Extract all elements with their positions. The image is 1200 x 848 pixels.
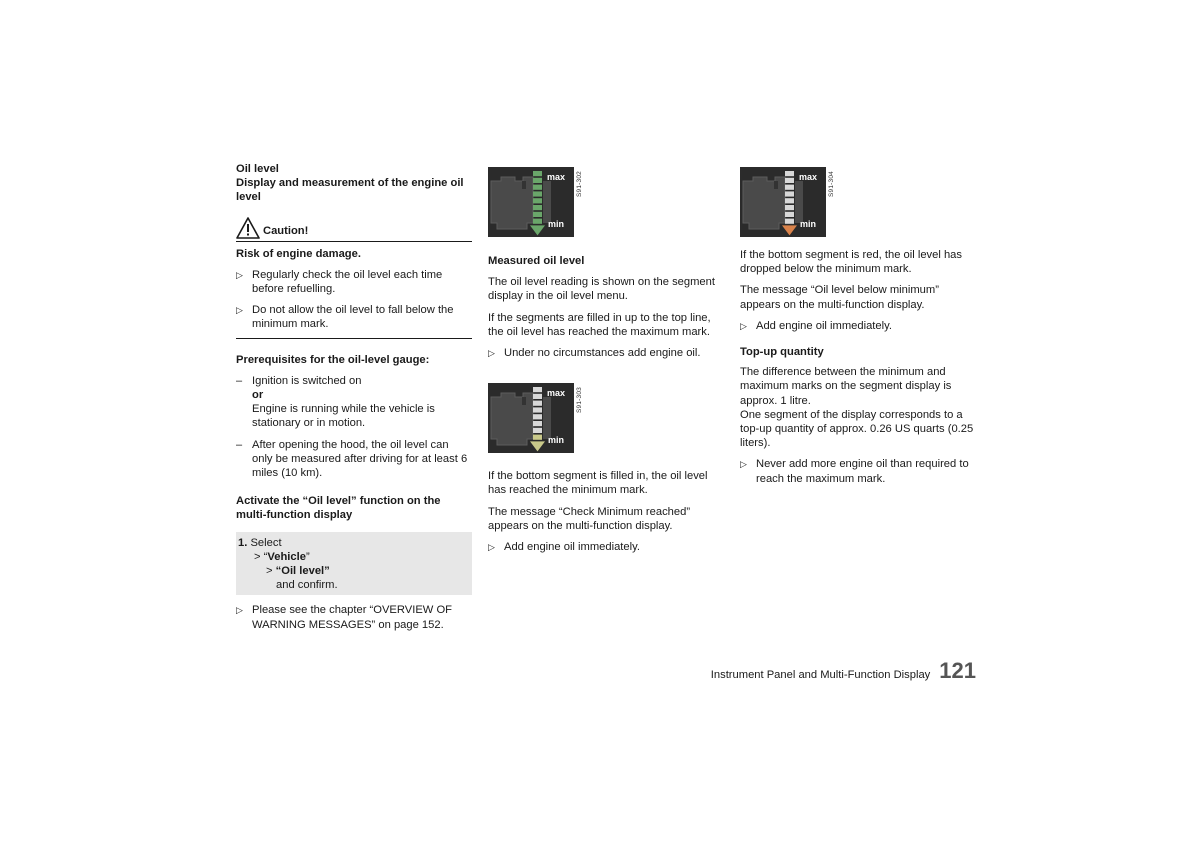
engine-detail bbox=[774, 181, 778, 189]
list-item: ▷ Never add more engine oil than required to reach the maximum mark. bbox=[740, 458, 969, 485]
gauge-segment bbox=[785, 178, 794, 183]
paragraph: The message “Check Minimum reached” appears on the multi-function display. bbox=[488, 505, 691, 532]
warning-triangle-icon bbox=[236, 217, 260, 239]
list-item: – Ignition is switched on or Engine is running while the vehicle is stationary or in motion. bbox=[236, 374, 435, 430]
list-item: ▷ Add engine oil immediately. bbox=[488, 541, 640, 554]
gauge-segment bbox=[785, 191, 794, 196]
gauge-segment bbox=[533, 435, 542, 440]
engine-silhouette bbox=[491, 177, 533, 229]
gauge-segment bbox=[785, 212, 794, 217]
gauge-segment bbox=[533, 387, 542, 392]
oil-gauge-figure-min bbox=[488, 383, 583, 453]
oil-gauge-graphic bbox=[488, 383, 574, 453]
gauge-segment bbox=[533, 421, 542, 426]
figure-code: S91-302 bbox=[576, 171, 583, 197]
triangle-bullet-icon: ▷ bbox=[488, 348, 495, 359]
triangle-bullet-icon: ▷ bbox=[236, 605, 243, 616]
prereq-list bbox=[236, 374, 472, 480]
bullet-list bbox=[740, 457, 976, 485]
measured-heading: Measured oil level bbox=[488, 255, 585, 267]
activate-heading: Activate the “Oil level” function on the multi-function display bbox=[236, 495, 441, 522]
paragraph: If the bottom segment is filled in, the oil level has reached the minimum mark. bbox=[488, 470, 708, 497]
max-label: max bbox=[799, 172, 818, 182]
gauge-segment bbox=[785, 219, 794, 224]
engine-part bbox=[543, 181, 551, 223]
paragraph: One segment of the display corresponds to a top-up quantity of approx. 0.26 US quarts (0.25 liters). bbox=[740, 408, 974, 450]
gauge-segment bbox=[785, 185, 794, 190]
max-label: max bbox=[547, 172, 566, 182]
list-item: ▷ Please see the chapter “OVERVIEW OF WARNING MESSAGES” on page 152. bbox=[236, 604, 453, 631]
caution-header bbox=[236, 217, 472, 242]
engine-part bbox=[795, 181, 803, 223]
gauge-segment bbox=[533, 171, 542, 176]
oil-gauge-figure-below-min bbox=[740, 167, 835, 237]
paragraph: The oil level reading is shown on the segment display in the oil level menu. bbox=[488, 276, 715, 303]
engine-part bbox=[543, 397, 551, 439]
prereq-heading: Prerequisites for the oil-level gauge: bbox=[236, 353, 430, 366]
list-item: – After opening the hood, the oil level can only be measured after driving for at least 6 miles (10 km). bbox=[236, 438, 468, 480]
paragraph: The message “Oil level below minimum” appears on the multi-function display. bbox=[740, 284, 939, 311]
menu-vehicle: Vehicle bbox=[267, 550, 306, 563]
triangle-bullet-icon: ▷ bbox=[740, 320, 747, 331]
footer-section-title: Instrument Panel and Multi-Function Display bbox=[710, 669, 931, 681]
dash-bullet: – bbox=[236, 374, 243, 387]
caution-label: Caution! bbox=[263, 225, 309, 238]
bullet-list bbox=[740, 319, 976, 333]
list-item: ▷ Do not allow the oil level to fall below the minimum mark. bbox=[236, 304, 454, 331]
topup-heading: Top-up quantity bbox=[740, 346, 824, 359]
column-3 bbox=[740, 162, 976, 486]
triangle-bullet-icon: ▷ bbox=[740, 459, 747, 470]
min-label: min bbox=[548, 435, 565, 446]
caution-list bbox=[236, 268, 472, 332]
bullet-list bbox=[488, 540, 724, 554]
engine-silhouette bbox=[491, 393, 533, 445]
see-chapter-list bbox=[236, 603, 472, 631]
bullet-list bbox=[488, 346, 724, 360]
gauge-segment bbox=[533, 408, 542, 413]
gauge-segment bbox=[533, 428, 542, 433]
gauge-segment bbox=[533, 219, 542, 224]
triangle-bullet-icon: ▷ bbox=[236, 305, 243, 316]
column-1 bbox=[236, 162, 472, 632]
paragraph: The difference between the minimum and maximum marks on the segment display is approx. 1 litre. bbox=[740, 366, 952, 407]
risk-text: Risk of engine damage. bbox=[236, 247, 361, 260]
min-label: min bbox=[800, 219, 817, 229]
engine-silhouette bbox=[743, 177, 785, 229]
gauge-segment bbox=[533, 185, 542, 190]
step-number: 1. bbox=[238, 536, 248, 549]
section-subtitle: Display and measurement of the engine oil level bbox=[236, 177, 464, 204]
triangle-bullet-icon: ▷ bbox=[236, 269, 243, 280]
divider bbox=[236, 338, 472, 339]
step-box: 1. Select > “Vehicle” > “Oil level” and confirm. bbox=[236, 532, 472, 596]
gauge-segment bbox=[785, 205, 794, 210]
page-number: 121 bbox=[939, 658, 976, 683]
triangle-bullet-icon: ▷ bbox=[488, 542, 495, 553]
gauge-segment bbox=[533, 178, 542, 183]
oil-gauge-figure-max bbox=[488, 167, 583, 237]
list-item: ▷ Regularly check the oil level each time before refuelling. bbox=[236, 268, 443, 296]
gauge-segment bbox=[533, 401, 542, 406]
min-label: min bbox=[548, 219, 565, 229]
oil-gauge-graphic bbox=[740, 167, 826, 237]
list-item: ▷ Add engine oil immediately. bbox=[740, 319, 892, 332]
gauge-segment bbox=[533, 191, 542, 196]
gauge-segment bbox=[533, 198, 542, 203]
gauge-segment bbox=[533, 212, 542, 217]
dash-bullet: – bbox=[236, 438, 243, 451]
section-title: Oil level bbox=[236, 163, 279, 175]
paragraph: If the bottom segment is red, the oil level has dropped below the minimum mark. bbox=[740, 249, 963, 276]
paragraph: If the segments are filled in up to the top line, the oil level has reached the maximum mark. bbox=[488, 311, 711, 338]
gauge-segment bbox=[785, 171, 794, 176]
oil-gauge-graphic bbox=[488, 167, 574, 237]
figure-code: S91-303 bbox=[576, 387, 583, 414]
page-footer bbox=[710, 658, 976, 683]
column-2 bbox=[488, 162, 724, 554]
gauge-segment bbox=[785, 198, 794, 203]
list-item: ▷ Under no circumstances add engine oil. bbox=[488, 347, 701, 360]
gauge-segment bbox=[533, 205, 542, 210]
engine-detail bbox=[522, 181, 526, 189]
menu-oil-level: Oil level bbox=[281, 565, 325, 578]
figure-code: S91-304 bbox=[828, 171, 835, 197]
gauge-segment bbox=[533, 414, 542, 419]
gauge-segment bbox=[533, 394, 542, 399]
max-label: max bbox=[547, 388, 566, 399]
engine-detail bbox=[522, 397, 526, 405]
